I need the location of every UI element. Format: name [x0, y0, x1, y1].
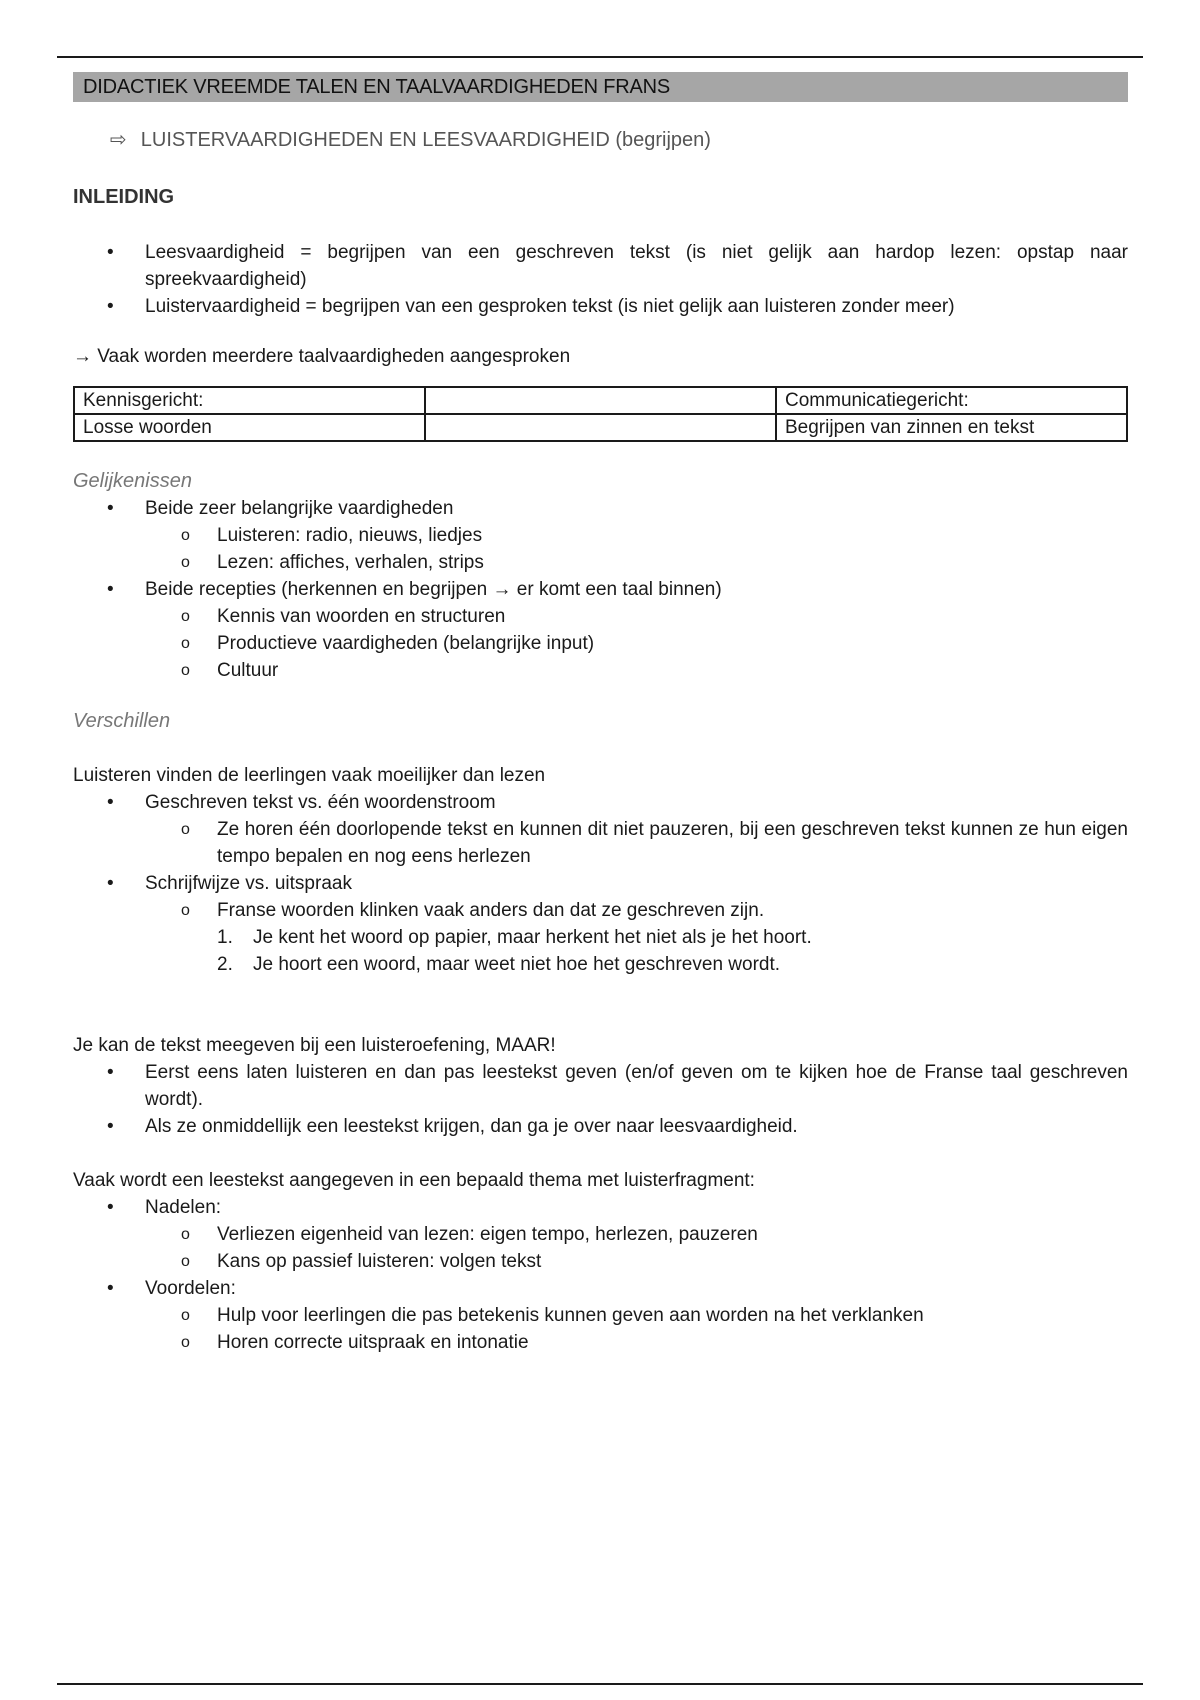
verschillen-list	[73, 789, 1128, 978]
list-item	[73, 1275, 1128, 1356]
arrow-right-icon: ⇨	[110, 129, 127, 151]
verschillen-intro: Luisteren vinden de leerlingen vaak moeilijker dan lezen	[73, 765, 546, 786]
sub-list	[145, 522, 1128, 576]
sub-list	[145, 897, 1128, 978]
sub-item: o Kennis van woorden en structuren	[145, 603, 1128, 630]
table-cell	[425, 414, 776, 441]
sub-item	[145, 897, 1128, 978]
list-item-text: Beide zeer belangrijke vaardigheden	[145, 498, 454, 519]
list-item	[73, 495, 1128, 576]
document-body	[73, 72, 1128, 1356]
table-row	[74, 414, 1127, 441]
table-row	[74, 387, 1127, 414]
sub-list	[145, 1221, 1128, 1275]
inleiding-note: → Vaak worden meerdere taalvaardigheden aangesproken	[73, 346, 571, 367]
sub-item: o Cultuur	[145, 657, 1128, 684]
numbered-item-text: Je hoort een woord, maar weet niet hoe het geschreven wordt.	[253, 954, 781, 975]
inleiding-heading: INLEIDING	[73, 186, 175, 208]
sub-list	[145, 1302, 1128, 1356]
inleiding-list	[73, 239, 1128, 320]
sub-item: o Horen correcte uitspraak en intonatie	[145, 1329, 1128, 1356]
list-item-text: Nadelen:	[145, 1197, 222, 1218]
document-title: DIDACTIEK VREEMDE TALEN EN TAALVAARDIGHEDEN FRANS	[73, 72, 1128, 102]
list-item: • Luistervaardigheid = begrijpen van een gesproken tekst (is niet gelijk aan luisteren zonder meer)	[73, 293, 1128, 320]
tekst-meegeven-list	[73, 1059, 1128, 1140]
comparison-table	[73, 386, 1128, 442]
list-item	[73, 1194, 1128, 1275]
sub-item: o Ze horen één doorlopende tekst en kunnen dit niet pauzeren, bij een geschreven tekst kunnen ze hun eigen tempo bepalen en nog eens herlezen	[145, 816, 1128, 870]
sub-item: o Hulp voor leerlingen die pas betekenis kunnen geven aan worden na het verklanken	[145, 1302, 1128, 1329]
thema-intro: Vaak wordt een leestekst aangegeven in een bepaald thema met luisterfragment:	[73, 1170, 755, 1191]
list-item	[73, 576, 1128, 684]
gelijkenissen-heading: Gelijkenissen	[73, 470, 192, 492]
table-cell: Begrijpen van zinnen en tekst	[776, 414, 1127, 441]
table-cell	[425, 387, 776, 414]
sub-item: o Lezen: affiches, verhalen, strips	[145, 549, 1128, 576]
bottom-rule	[57, 1683, 1143, 1685]
sub-item: o Kans op passief luisteren: volgen tekst	[145, 1248, 1128, 1275]
list-item-text: Schrijfwijze vs. uitspraak	[145, 873, 352, 894]
top-rule	[57, 56, 1143, 58]
table-cell: Kennisgericht:	[74, 387, 425, 414]
sub-item: o Luisteren: radio, nieuws, liedjes	[145, 522, 1128, 549]
sub-item-text: Franse woorden klinken vaak anders dan dat ze geschreven zijn.	[217, 900, 765, 921]
numbered-item	[217, 924, 1128, 951]
list-item: • Leesvaardigheid = begrijpen van een geschreven tekst (is niet gelijk aan hardop lezen: opstap naar spreekvaardigheid)	[73, 239, 1128, 293]
sub-list	[145, 816, 1128, 870]
verschillen-heading: Verschillen	[73, 710, 171, 732]
thema-list	[73, 1194, 1128, 1356]
tekst-meegeven-intro: Je kan de tekst meegeven bij een luisteroefening, MAAR!	[73, 1035, 556, 1056]
list-item	[73, 789, 1128, 870]
section-subtitle	[110, 127, 1128, 152]
table-cell: Losse woorden	[74, 414, 425, 441]
list-item-text: Voordelen:	[145, 1278, 236, 1299]
numbered-item-text: Je kent het woord op papier, maar herkent het niet als je het hoort.	[253, 927, 812, 948]
list-item-text: Beide recepties (herkennen en begrijpen → er komt een taal binnen)	[145, 579, 722, 600]
list-item: • Als ze onmiddellijk een leestekst krijgen, dan ga je over naar leesvaardigheid.	[73, 1113, 1128, 1140]
list-item: • Eerst eens laten luisteren en dan pas leestekst geven (en/of geven om te kijken hoe de Franse taal geschreven wordt).	[73, 1059, 1128, 1113]
sub-item: o Verliezen eigenheid van lezen: eigen tempo, herlezen, pauzeren	[145, 1221, 1128, 1248]
sub-item: o Productieve vaardigheden (belangrijke input)	[145, 630, 1128, 657]
numbered-list	[217, 924, 1128, 978]
gelijkenissen-list	[73, 495, 1128, 684]
table-cell: Communicatiegericht:	[776, 387, 1127, 414]
item-number: 1.	[217, 927, 233, 948]
sub-list	[145, 603, 1128, 684]
numbered-item	[217, 951, 1128, 978]
subtitle-text: LUISTERVAARDIGHEDEN EN LEESVAARDIGHEID (begrijpen)	[140, 129, 711, 151]
item-number: 2.	[217, 954, 233, 975]
list-item	[73, 870, 1128, 978]
list-item-text: Geschreven tekst vs. één woordenstroom	[145, 792, 496, 813]
